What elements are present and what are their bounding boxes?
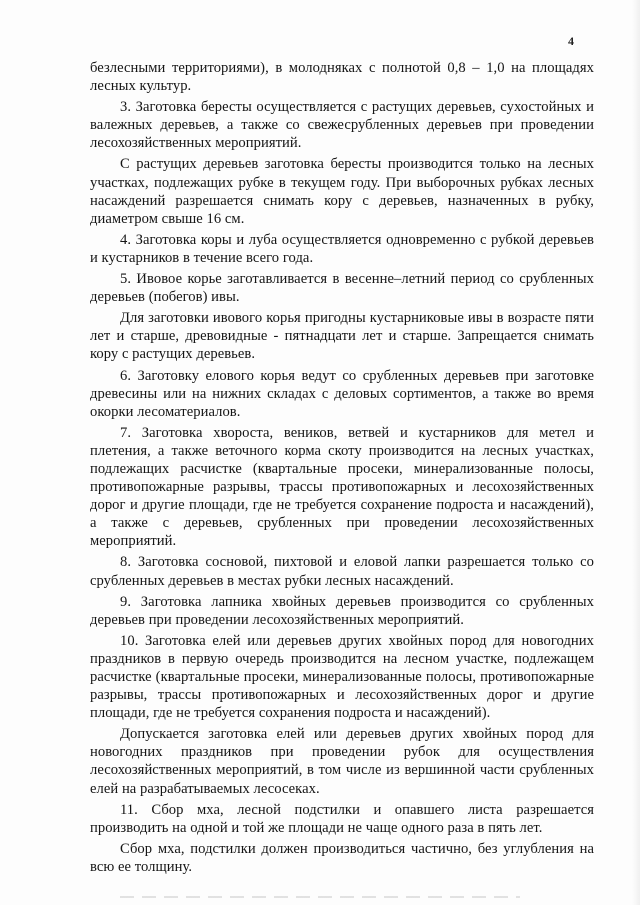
paragraph-item-4: 4. Заготовка коры и луба осуществляется одновременно с рубкой деревьев и кустарников в течение всего года. (90, 231, 594, 266)
paragraph-item-11: 11. Сбор мха, лесной подстилки и опавшего листа разрешается производить на одной и той же площади не чаще одного раза в пять лет. (90, 801, 594, 836)
paragraph-item-6: 6. Заготовку елового корья ведут со срубленных деревьев при заготовке древесины или на нижних складах с деловых сортиментов, а также во время окорки лесоматериалов. (90, 367, 594, 420)
paragraph-item-5: 5. Ивовое корье заготавливается в весенне–летний период со срубленных деревьев (побегов) ивы. (90, 271, 594, 306)
paragraph-item-7: 7. Заготовка хвороста, веников, ветвей и кустарников для метел и плетения, а также веточного корма скоту производится на лесных участках, подлежащих расчистке (квартальные просеки, минерализованные полосы, противопожарные разрывы, трассы противопожарных и лесохозяйственных дорог и другие площади, где не требуется сохранение подроста и насаждений), а также с деревьев, срубленных при проведении лесохозяйственных мероприятий. (90, 424, 594, 550)
scan-artifact-line (120, 896, 520, 898)
paragraph-item-3: 3. Заготовка бересты осуществляется с растущих деревьев, сухостойных и валежных деревьев, а также со свежесрубленных деревьев при проведении лесохозяйственных мероприятий. (90, 99, 594, 152)
scan-margin-shade (632, 0, 640, 905)
paragraph-birch-bark: С растущих деревьев заготовка бересты производится только на лесных участках, подлежащих рубке в текущем году. При выборочных рубках лесных насаждений разрешается снимать кору с деревьев, назначенных в рубку, диаметром свыше 16 см. (90, 156, 594, 227)
paragraph-moss: Сбор мха, подстилки должен производиться частично, без углубления на всю ее толщину. (90, 840, 594, 875)
paragraph-item-8: 8. Заготовка сосновой, пихтовой и еловой лапки разрешается только со срубленных деревьев в местах рубки лесных насаждений. (90, 554, 594, 589)
paragraph-conifers: Допускается заготовка елей или деревьев других хвойных пород для новогодних праздников при проведении рубок для осуществления лесохозяйственных мероприятий, в том числе из вершинной части срубленных елей на разрабатываемых лесосеках. (90, 726, 594, 797)
paragraph-item-9: 9. Заготовка лапника хвойных деревьев производится со срубленных деревьев при проведении лесохозяйственных мероприятий. (90, 593, 594, 628)
paragraph-item-10: 10. Заготовка елей или деревьев других хвойных пород для новогодних праздников в первую очередь производится на лесном участке, подлежащем расчистке (квартальные просеки, минерализованные полосы, противопожарные разрывы, трассы противопожарных и лесохозяйственных дорог и другие площади, где не требуется сохранения подроста и насаждений). (90, 632, 594, 722)
paragraph-continuation: безлесными территориями), в молодняках с полнотой 0,8 – 1,0 на площадях лесных культур. (90, 60, 594, 95)
paragraph-willow-bark: Для заготовки ивового корья пригодны кустарниковые ивы в возрасте пяти лет и старше, древовидные - пятнадцати лет и старше. Запрещается снимать кору с растущих деревьев. (90, 310, 594, 363)
document-body (90, 59, 594, 876)
page-number: 4 (568, 34, 574, 48)
